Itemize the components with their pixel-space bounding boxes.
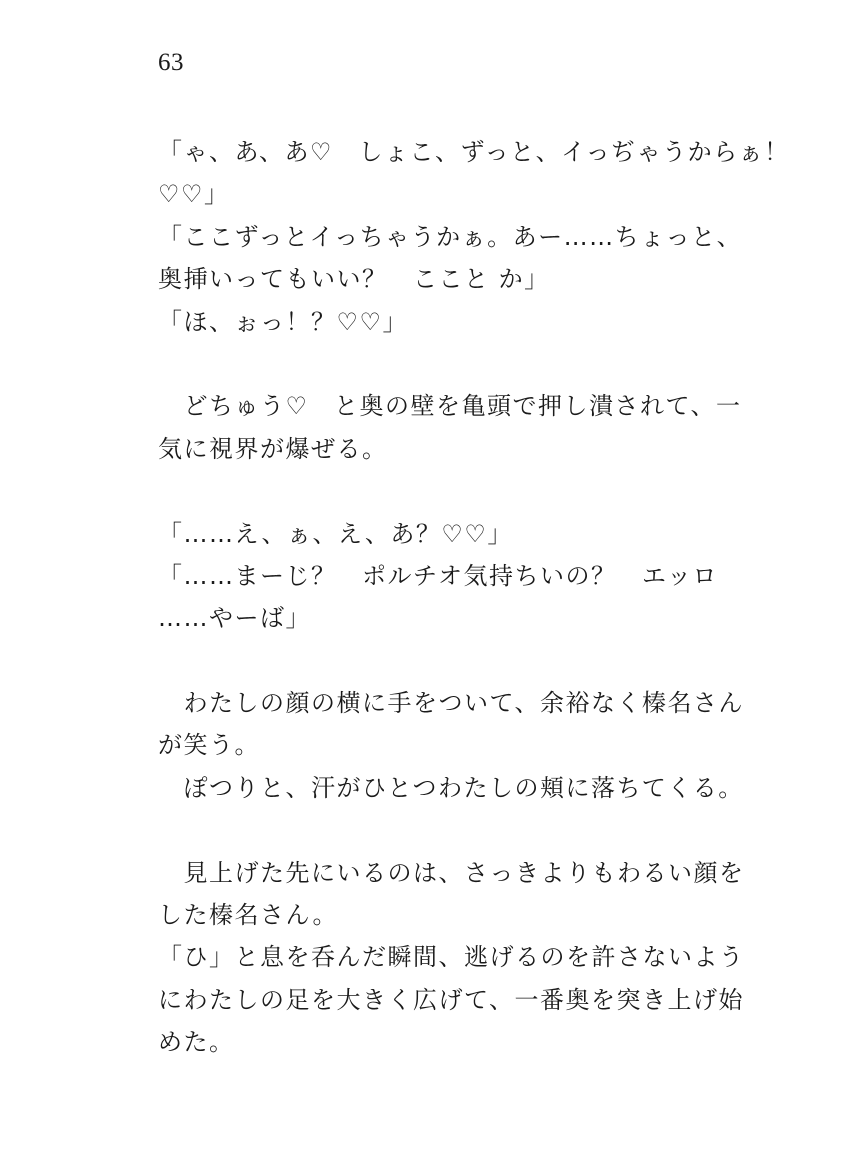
text-line: どちゅう♡ と奥の壁を亀頭で押し潰されて、一 — [158, 392, 742, 421]
text-line: 気に視界が爆ぜる。 — [158, 434, 388, 463]
text-line: 見上げた先にいるのは、さっきよりもわるい顔を — [158, 858, 745, 887]
text-line: 「……まーじ？ ポルチオ気持ちいの？ エッロ — [158, 561, 719, 590]
text-line: ぽつりと、汗がひとつわたしの頬に落ちてくる。 — [158, 773, 744, 802]
blank-line — [158, 809, 743, 851]
text-line: にわたしの足を大きく広げて、一番奥を突き上げ始 — [158, 985, 745, 1014]
text-line: 「ほ、ぉっ！？♡♡」 — [158, 307, 409, 336]
text-line: 奥挿いってもいい？ ここと か」 — [158, 265, 550, 294]
text-line: ♡♡」 — [158, 180, 230, 209]
text-line: が笑う。 — [158, 731, 260, 760]
blank-line — [158, 470, 743, 512]
text-line: 「ゃ、あ、あ♡ しょこ、ずっと、イっぢゃうからぁ！ — [158, 138, 790, 166]
text-line: 「……え、ぁ、え、あ？♡♡」 — [158, 519, 513, 548]
text-line: めた。 — [158, 1028, 235, 1057]
text-line: した榛名さん。 — [158, 901, 338, 930]
text-line: ……やーば」 — [158, 604, 311, 633]
text-line: わたしの顔の横に手をついて、余裕なく榛名さん — [158, 689, 745, 718]
text-line: 「ここずっとイっちゃうかぁ。あー……ちょっと、 — [158, 222, 743, 251]
page-number: 63 — [158, 49, 184, 76]
body-text — [158, 131, 790, 1064]
text-line: 「ひ」と息を呑んだ瞬間、逃げるのを許さないよう — [158, 943, 745, 972]
blank-line — [158, 640, 743, 682]
blank-line — [158, 343, 743, 385]
